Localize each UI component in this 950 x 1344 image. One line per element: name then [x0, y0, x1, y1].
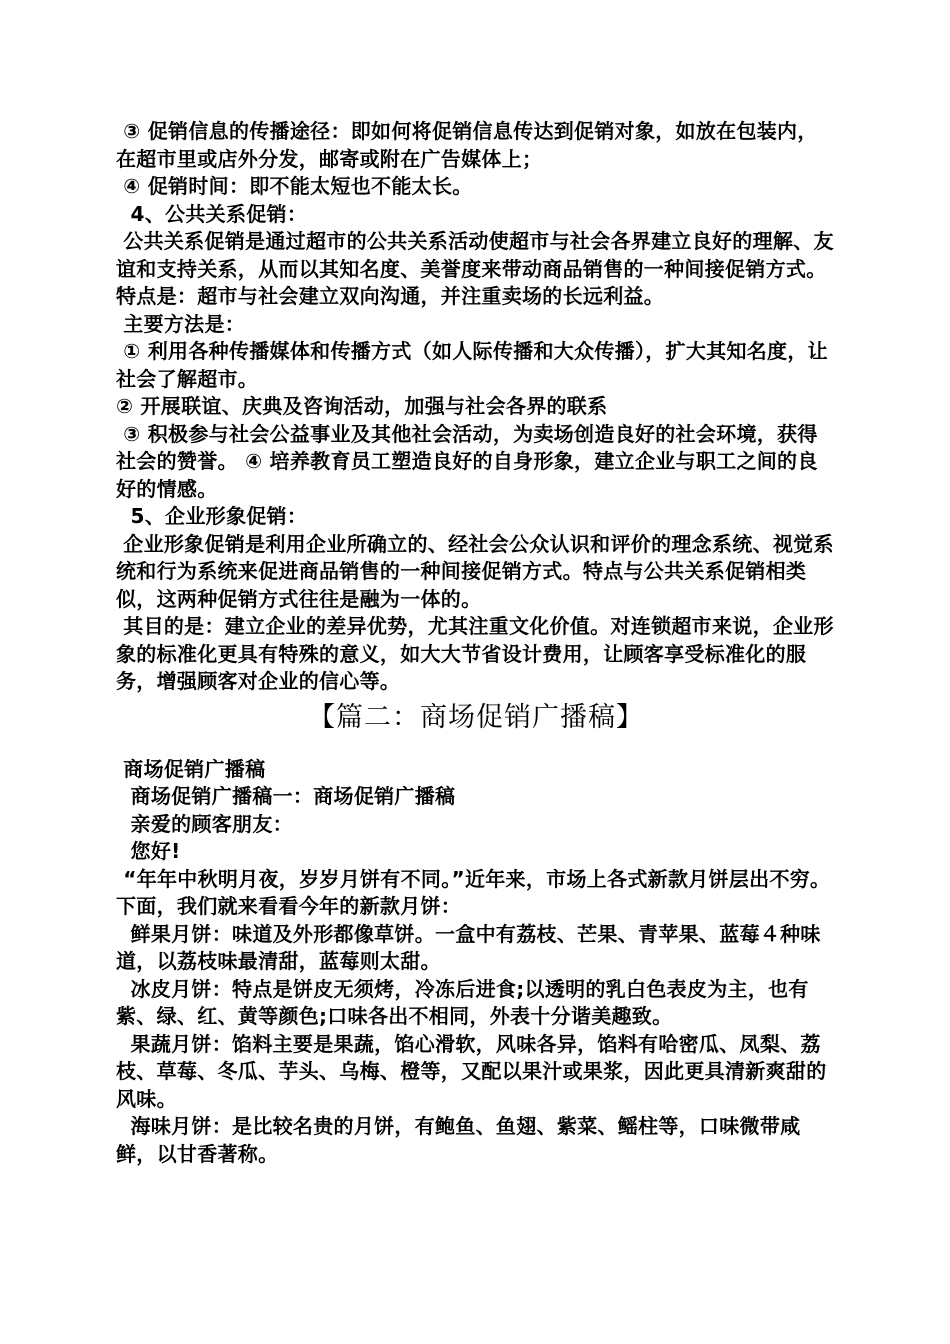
paragraph-purpose: 其目的是：建立企业的差异优势，尤其注重文化价值。对连锁超市来说，企业形象的标准化更具有特殊的意义，如大大节省设计费用，让顾客享受标准化的服务，增强顾客对企业的信心等。	[116, 614, 834, 693]
paragraph-vegetable-mooncake: 果蔬月饼：馅料主要是果蔬，馅心滑软，风味各异，馅料有哈密瓜、凤梨、荔枝、草莓、冬瓜、芋头、乌梅、橙等，又配以果汁或果浆，因此更具清新爽甜的风味。	[116, 1031, 827, 1111]
paragraph-greeting: 亲爱的顾客朋友：	[116, 811, 293, 836]
paragraph-promo-channel: ③ 促销信息的传播途径：即如何将促销信息传达到促销对象，如放在包装内，在超市里或店外分发，邮寄或附在广告媒体上；	[116, 119, 818, 171]
paragraph-intro: “年年中秋明月夜，岁岁月饼有不同。”近年来，市场上各式新款月饼层出不穷。下面，我们就来看看今年的新款月饼：	[116, 866, 831, 918]
subheading-corporate-image: 5、企业形象促销：	[116, 504, 308, 528]
paragraph-broadcast-subtitle: 商场促销广播稿一：商场促销广播稿	[116, 784, 456, 808]
paragraph-broadcast-title: 商场促销广播稿	[116, 756, 266, 781]
paragraph-seafood-mooncake: 海味月饼：是比较名贵的月饼，有鲍鱼、鱼翅、紫菜、鳐柱等，口味微带咸鲜，以甘香著称。	[116, 1114, 801, 1166]
paragraph-corporate-image: 企业形象促销是利用企业所确立的、经社会公众认识和评价的理念系统、视觉系统和行为系统来促进商品销售的一种间接促销方式。特点与公共关系促销相类似，这两种促销方式往往是融为一体的。	[116, 531, 834, 611]
paragraph-fruit-mooncake: 鲜果月饼：味道及外形都像草饼。一盒中有荔枝、芒果、青苹果、蓝莓４种味道，以荔枝味最清甜，蓝莓则太甜。	[116, 921, 821, 973]
paragraph-snowskin-mooncake: 冰皮月饼：特点是饼皮无须烤，冷冻后进食;以透明的乳白色表皮为主，也有紫、绿、红、黄等颜色;口味各出不相同，外表十分谐美趣致。	[116, 976, 809, 1028]
document-page	[116, 118, 836, 1168]
paragraph-public-relations: 公共关系促销是通过超市的公共关系活动使超市与社会各界建立良好的理解、友谊和支持关系，从而以其知名度、美誉度来带动商品销售的一种间接促销方式。特点是：超市与社会建立双向沟通，并注重卖场的长远利益。	[116, 229, 834, 308]
paragraph-method-2: ② 开展联谊、庆典及咨询活动，加强与社会各界的联系	[116, 394, 608, 418]
paragraph-promo-time: ④ 促销时间：即不能太短也不能太长。	[116, 174, 473, 198]
section-heading: 【篇二：商场促销广播稿】	[308, 701, 644, 733]
paragraph-method-1: ① 利用各种传播媒体和传播方式（如人际传播和大众传播），扩大其知名度，让社会了解超市。	[116, 339, 828, 391]
paragraph-method-3-4: ③ 积极参与社会公益事业及其他社会活动，为卖场创造良好的社会环境，获得社会的赞誉。 ④ 培养教育员工塑造良好的自身形象，建立企业与职工之间的良好的情感。	[116, 421, 818, 501]
paragraph-main-methods: 主要方法是：	[116, 311, 246, 336]
paragraph-hello: 您好!	[116, 839, 181, 863]
subheading-public-relations: 4、公共关系促销：	[116, 201, 308, 226]
